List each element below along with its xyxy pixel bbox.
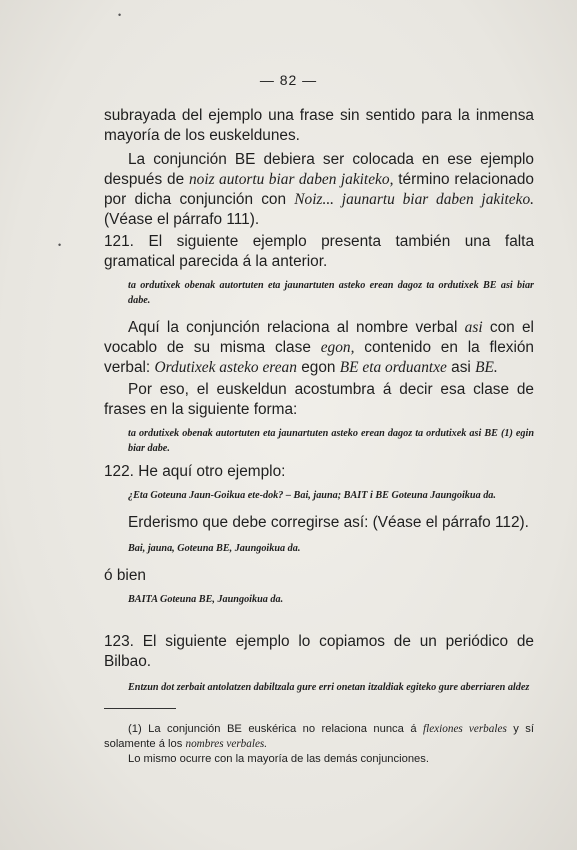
paragraph-or: ó bien [104, 567, 146, 584]
section-121-heading: 121. El siguiente ejemplo presenta también una falta gramatical parecida á la anterior. [104, 233, 535, 270]
section-122-heading: 122. He aquí otro ejemplo: [104, 463, 286, 480]
footnote [104, 722, 534, 767]
paragraph-correction: Erderismo que debe corregirse así: (Véase el párrafo 112). [128, 514, 529, 531]
paragraph-conjunction-be: La conjunción BE debiera ser colocada en ese ejemplo después de noiz autortu biar daben jakiteko, término relacionado por dicha conjunción con Noiz... jaunartu biar daben jakiteko. (Véase el párrafo 111). [104, 151, 534, 228]
example-text: Bai, jauna, Goteuna BE, Jaungoikua da. [128, 543, 301, 554]
section-122 [104, 462, 534, 607]
footnote-text: Lo mismo ocurre con la mayoría de las demás conjunciones. [128, 753, 429, 765]
page-number: — 82 — [259, 72, 318, 88]
speck-mark: • [118, 10, 122, 20]
section-123 [104, 632, 534, 695]
section-number: 123. [104, 633, 134, 650]
example-text: ta ordutixek obenak autortuten eta jaunartuten asteko erean dagoz ta ordutixek asi BE (1) egin biar dabe. [128, 428, 534, 454]
example-text: Entzun dot zerbait antolatzen dabiltzala gure erri onetan itzaldiak egiteko gure aberriaren aldez [128, 682, 530, 693]
example-text: ¿Eta Goteuna Jaun-Goikua ete-dok? – Bai, jauna; BAIT i BE Goteuna Jaungoikua da. [128, 490, 496, 501]
footnote-text: (1) La conjunción BE euskérica no relaciona nunca á flexiones verbales y sí solamente á los nombres verbales. [104, 723, 535, 750]
paragraph-explanation: Aquí la conjunción relaciona al nombre verbal asi con el vocablo de su misma clase egon, contenido en la flexión verbal: Ordutixek asteko erean egon BE eta orduantxe asi BE. [104, 319, 534, 376]
example-text: BAITA Goteuna BE, Jaungoikua da. [128, 594, 284, 605]
footnote-divider [104, 708, 176, 709]
paragraph-block-top [104, 106, 534, 230]
section-number: 121. [104, 233, 134, 250]
section-number: 122. [104, 463, 134, 480]
section-123-heading: 123. El siguiente ejemplo lo copiamos de un periódico de Bilbao. [104, 633, 534, 670]
section-121 [104, 232, 534, 456]
paragraph-continuation: subrayada del ejemplo una frase sin sentido para la inmensa mayoría de los euskeldunes. [104, 107, 534, 144]
example-text: ta ordutixek obenak autortuten eta jaunartuten asteko erean dagoz ta ordutixek BE asi biar dabe. [128, 280, 534, 306]
paragraph-usage: Por eso, el euskeldun acostumbra á decir esa clase de frases en la siguiente forma: [104, 381, 534, 418]
margin-mark: • [58, 240, 62, 250]
